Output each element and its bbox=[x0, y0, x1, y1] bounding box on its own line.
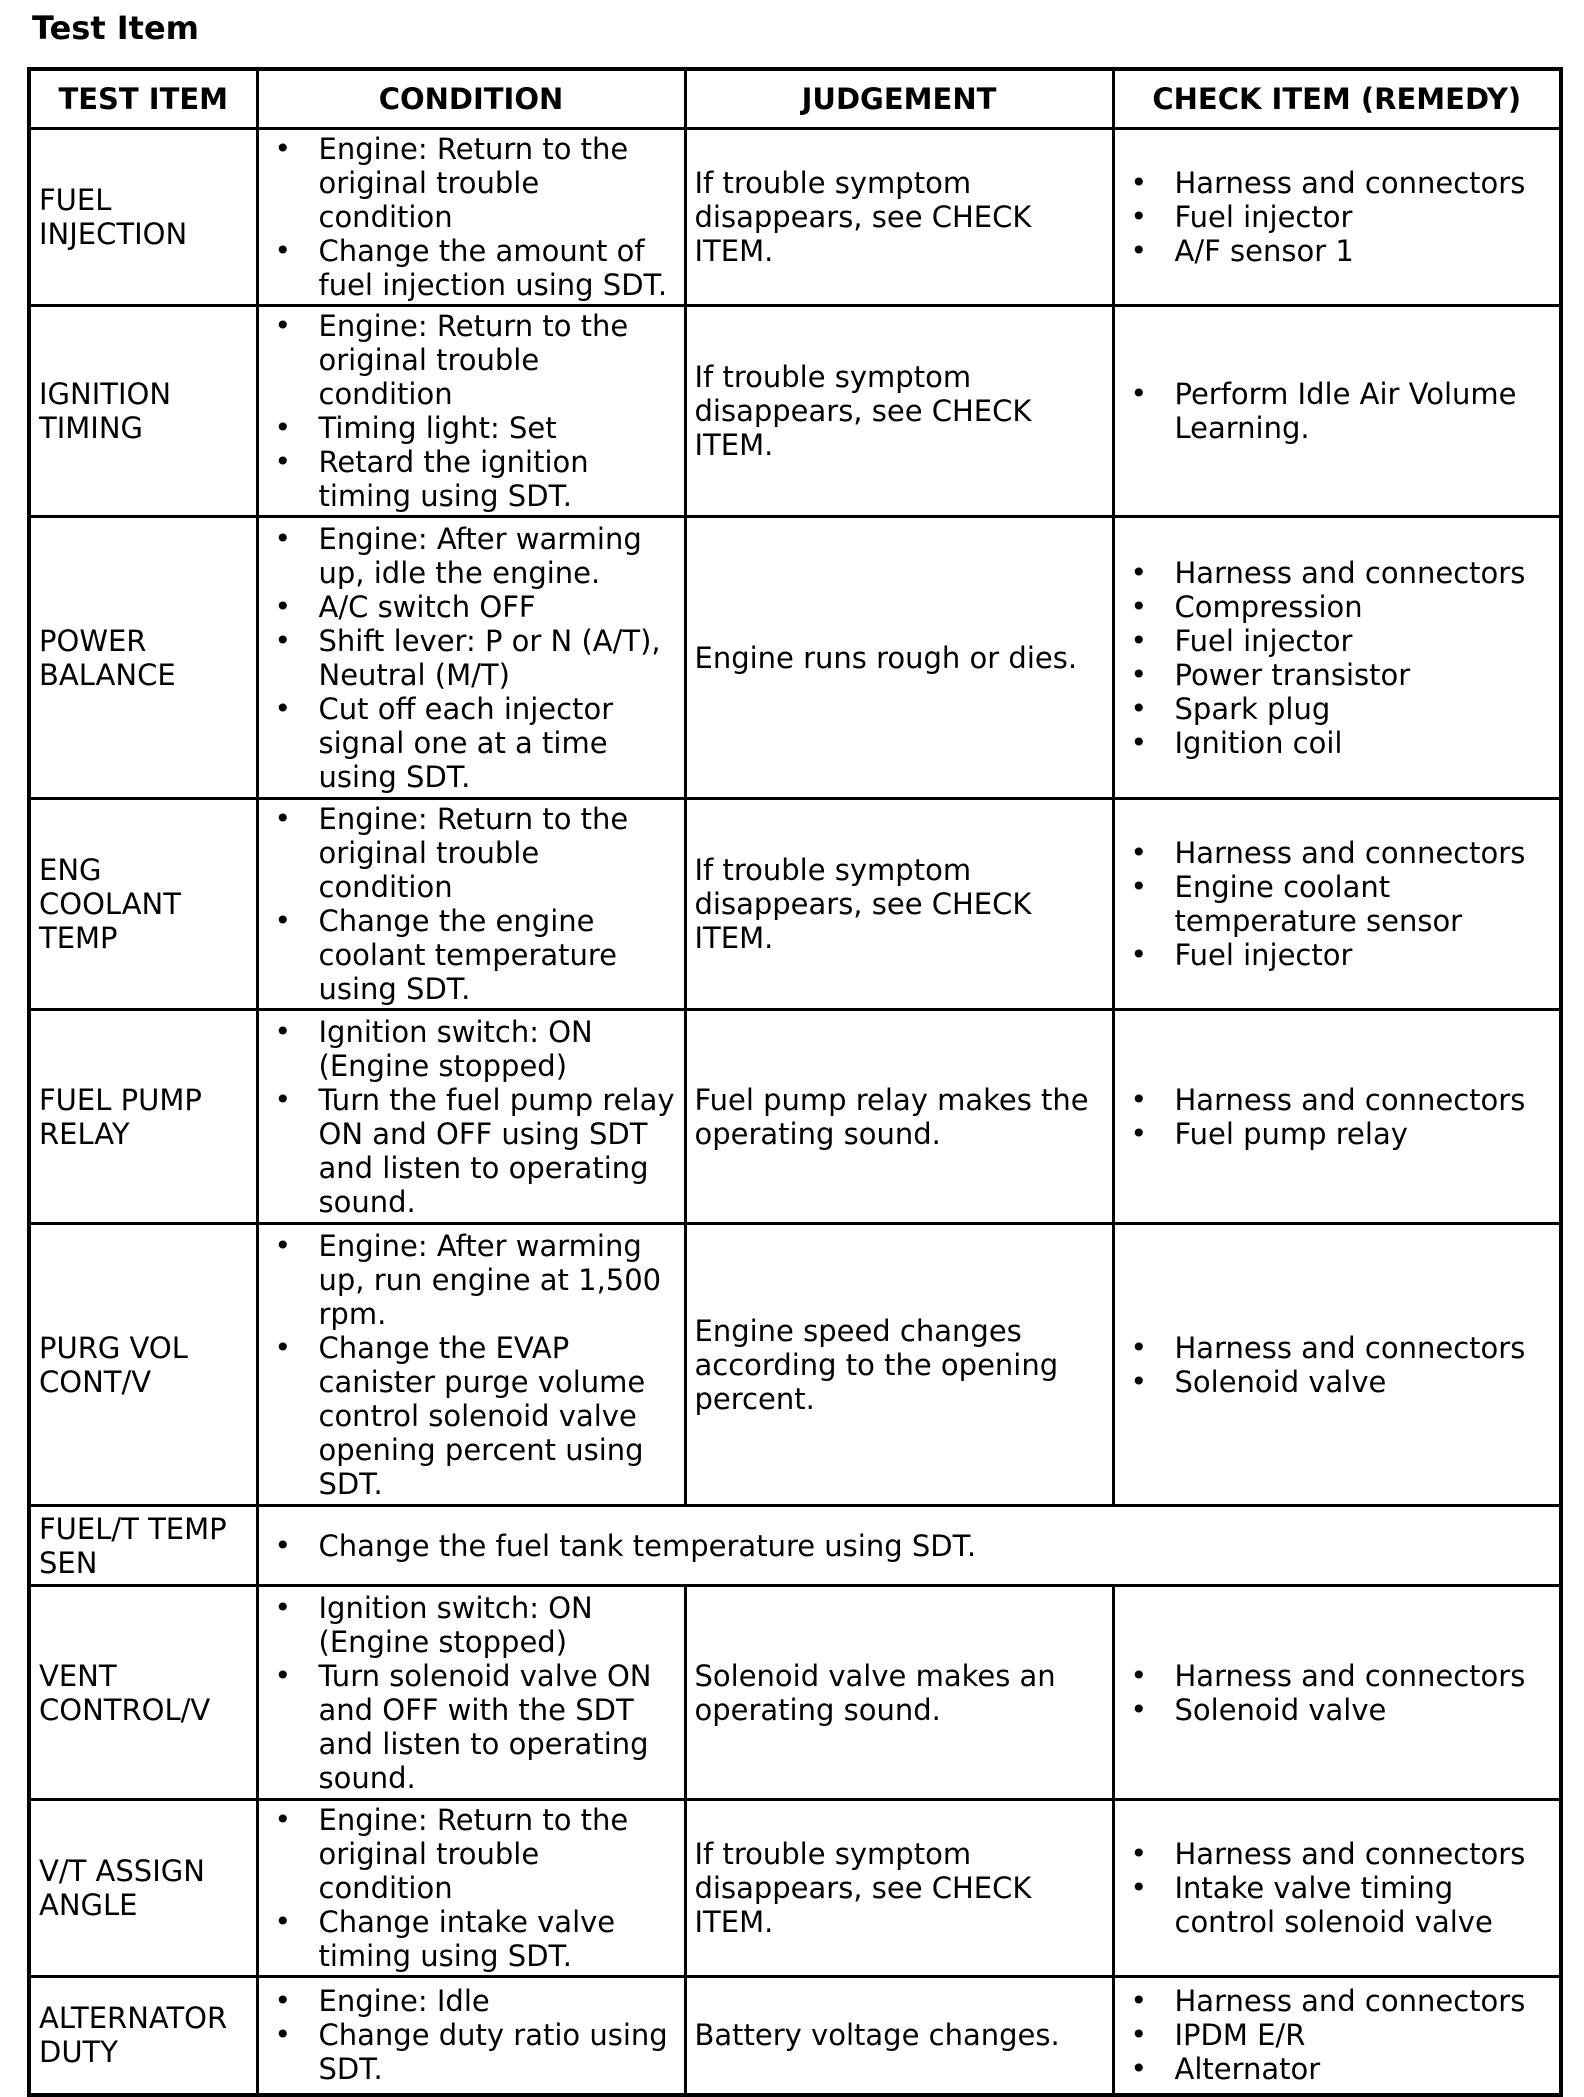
judgement-text: If trouble symptom disappears, see CHECK ITEM. bbox=[694, 1837, 1032, 1939]
table-row bbox=[29, 517, 1561, 799]
condition-cell bbox=[257, 1010, 685, 1224]
column-header-judgement: JUDGEMENT bbox=[685, 69, 1113, 129]
check-item-list-item: • Solenoid valve bbox=[1123, 1693, 1552, 1727]
condition-list bbox=[267, 1591, 676, 1795]
condition-list-item: • Shift lever: P or N (A/T), Neutral (M/T) bbox=[267, 624, 676, 692]
condition-list-item: • Engine: Return to the original trouble condition bbox=[267, 309, 676, 411]
condition-list bbox=[267, 802, 676, 1006]
test-item-cell bbox=[29, 799, 257, 1010]
table-row bbox=[29, 129, 1561, 306]
condition-cell bbox=[257, 517, 685, 799]
test-item-label: FUEL/T TEMP SEN bbox=[39, 1511, 227, 1580]
column-header-check-item: CHECK ITEM (REMEDY) bbox=[1113, 69, 1561, 129]
condition-list-item: • Engine: After warming up, idle the engine. bbox=[267, 522, 676, 590]
check-item-list-item: • Harness and connectors bbox=[1123, 1837, 1552, 1871]
condition-cell bbox=[257, 1586, 685, 1800]
judgement-cell bbox=[685, 1586, 1113, 1800]
test-item-cell bbox=[29, 1800, 257, 1977]
test-item-cell bbox=[29, 1506, 257, 1586]
check-item-list bbox=[1123, 836, 1552, 972]
test-item-cell bbox=[29, 1977, 257, 2095]
condition-cell bbox=[257, 1800, 685, 1977]
condition-list bbox=[267, 1984, 676, 2086]
table-body bbox=[29, 129, 1561, 2095]
check-item-list-item: • Fuel pump relay bbox=[1123, 1117, 1552, 1151]
check-item-cell bbox=[1113, 129, 1561, 306]
check-item-list bbox=[1123, 1984, 1552, 2086]
test-item-label: ENG COOLANT TEMP bbox=[39, 853, 181, 955]
judgement-text: Engine runs rough or dies. bbox=[694, 640, 1078, 675]
condition-list-item: • Change the engine coolant temperature using SDT. bbox=[267, 904, 676, 1006]
check-item-list-item: • Engine coolant temperature sensor bbox=[1123, 870, 1552, 938]
condition-list-item: • Ignition switch: ON (Engine stopped) bbox=[267, 1015, 676, 1083]
condition-list bbox=[267, 1803, 676, 1973]
check-item-list bbox=[1123, 1837, 1552, 1939]
judgement-cell bbox=[685, 1224, 1113, 1506]
check-item-cell bbox=[1113, 799, 1561, 1010]
check-item-list bbox=[1123, 377, 1552, 445]
check-item-list-item: • Fuel injector bbox=[1123, 624, 1552, 658]
check-item-list-item: • Harness and connectors bbox=[1123, 1659, 1552, 1693]
judgement-cell bbox=[685, 1977, 1113, 2095]
check-item-cell bbox=[1113, 1800, 1561, 1977]
condition-list-item: • Change duty ratio using SDT. bbox=[267, 2018, 676, 2086]
table-row bbox=[29, 1800, 1561, 1977]
test-item-cell bbox=[29, 1224, 257, 1506]
condition-list-item: • Turn the fuel pump relay ON and OFF using SDT and listen to operating sound. bbox=[267, 1083, 676, 1219]
judgement-cell bbox=[685, 306, 1113, 517]
check-item-list-item: • Perform Idle Air Volume Learning. bbox=[1123, 377, 1552, 445]
condition-list-item: • Turn solenoid valve ON and OFF with the SDT and listen to operating sound. bbox=[267, 1659, 676, 1795]
test-item-label: IGNITION TIMING bbox=[39, 377, 172, 445]
check-item-list bbox=[1123, 556, 1552, 760]
condition-cell bbox=[257, 1977, 685, 2095]
check-item-list-item: • Harness and connectors bbox=[1123, 836, 1552, 870]
test-item-label: POWER BALANCE bbox=[39, 623, 176, 692]
judgement-text: Solenoid valve makes an operating sound. bbox=[694, 1658, 1056, 1727]
column-header-condition: CONDITION bbox=[257, 69, 685, 129]
check-item-list-item: • Solenoid valve bbox=[1123, 1365, 1552, 1399]
check-item-list-item: • Power transistor bbox=[1123, 658, 1552, 692]
table-header-row bbox=[29, 69, 1561, 129]
condition-list-item: • Ignition switch: ON (Engine stopped) bbox=[267, 1591, 676, 1659]
condition-list-item: • Change the amount of fuel injection using SDT. bbox=[267, 234, 676, 302]
check-item-list bbox=[1123, 1083, 1552, 1151]
condition-list-item: • Engine: Return to the original trouble condition bbox=[267, 802, 676, 904]
test-item-cell bbox=[29, 517, 257, 799]
check-item-list-item: • Fuel injector bbox=[1123, 938, 1552, 972]
judgement-text: If trouble symptom disappears, see CHECK ITEM. bbox=[694, 360, 1032, 462]
test-item-label: ALTERNATOR DUTY bbox=[39, 2001, 228, 2070]
condition-list-item: • Change the fuel tank temperature using SDT. bbox=[267, 1529, 1552, 1563]
check-item-cell bbox=[1113, 1010, 1561, 1224]
condition-list-item: • Change the EVAP canister purge volume control solenoid valve opening percent using SDT. bbox=[267, 1331, 676, 1501]
condition-list-item: • Engine: Return to the original trouble condition bbox=[267, 132, 676, 234]
judgement-text: If trouble symptom disappears, see CHECK ITEM. bbox=[694, 853, 1032, 955]
test-item-cell bbox=[29, 1010, 257, 1224]
check-item-list-item: • Harness and connectors bbox=[1123, 556, 1552, 590]
check-item-list bbox=[1123, 166, 1552, 268]
check-item-cell bbox=[1113, 1586, 1561, 1800]
test-item-table bbox=[27, 67, 1563, 2097]
check-item-cell bbox=[1113, 306, 1561, 517]
table-row bbox=[29, 306, 1561, 517]
condition-list bbox=[267, 1529, 1552, 1563]
check-item-list-item: • Ignition coil bbox=[1123, 726, 1552, 760]
check-item-cell bbox=[1113, 1224, 1561, 1506]
judgement-text: Engine speed changes according to the opening percent. bbox=[694, 1313, 1059, 1416]
table-row bbox=[29, 1586, 1561, 1800]
condition-list bbox=[267, 1229, 676, 1501]
condition-cell bbox=[257, 1224, 685, 1506]
condition-list bbox=[267, 522, 676, 794]
check-item-list-item: • IPDM E/R bbox=[1123, 2018, 1552, 2052]
check-item-cell bbox=[1113, 1977, 1561, 2095]
condition-cell bbox=[257, 306, 685, 517]
test-item-cell bbox=[29, 306, 257, 517]
condition-list-item: • Engine: Idle bbox=[267, 1984, 676, 2018]
check-item-list-item: • Fuel injector bbox=[1123, 200, 1552, 234]
condition-cell bbox=[257, 129, 685, 306]
check-item-list-item: • Harness and connectors bbox=[1123, 1331, 1552, 1365]
check-item-list-item: • Alternator bbox=[1123, 2052, 1552, 2086]
page-title: Test Item bbox=[32, 9, 200, 47]
condition-list-item: • Change intake valve timing using SDT. bbox=[267, 1905, 676, 1973]
check-item-list-item: • Compression bbox=[1123, 590, 1552, 624]
table-row bbox=[29, 1977, 1561, 2095]
table-row bbox=[29, 1506, 1561, 1586]
check-item-list-item: • Intake valve timing control solenoid valve bbox=[1123, 1871, 1552, 1939]
check-item-list bbox=[1123, 1331, 1552, 1399]
condition-cell bbox=[257, 799, 685, 1010]
condition-list-item: • Timing light: Set bbox=[267, 411, 676, 445]
check-item-cell bbox=[1113, 517, 1561, 799]
check-item-list-item: • A/F sensor 1 bbox=[1123, 234, 1552, 268]
test-item-label: V/T ASSIGN ANGLE bbox=[39, 1854, 205, 1922]
judgement-cell bbox=[685, 517, 1113, 799]
judgement-cell bbox=[685, 1800, 1113, 1977]
table-row bbox=[29, 799, 1561, 1010]
condition-list bbox=[267, 309, 676, 513]
judgement-text: If trouble symptom disappears, see CHECK ITEM. bbox=[694, 166, 1032, 268]
check-item-list-item: • Harness and connectors bbox=[1123, 166, 1552, 200]
check-item-list-item: • Harness and connectors bbox=[1123, 1984, 1552, 2018]
test-item-label: FUEL PUMP RELAY bbox=[39, 1082, 202, 1151]
test-item-label: PURG VOL CONT/V bbox=[39, 1330, 188, 1399]
condition-list-item: • Retard the ignition timing using SDT. bbox=[267, 445, 676, 513]
condition-list-item: • Cut off each injector signal one at a time using SDT. bbox=[267, 692, 676, 794]
condition-list-item: • Engine: Return to the original trouble condition bbox=[267, 1803, 676, 1905]
judgement-cell bbox=[685, 1010, 1113, 1224]
column-header-test-item: TEST ITEM bbox=[29, 69, 257, 129]
check-item-list bbox=[1123, 1659, 1552, 1727]
table-row bbox=[29, 1224, 1561, 1506]
test-item-label: VENT CONTROL/V bbox=[39, 1658, 211, 1727]
condition-list-item: • A/C switch OFF bbox=[267, 590, 676, 624]
condition-cell bbox=[257, 1506, 1561, 1586]
test-item-label: FUEL INJECTION bbox=[39, 183, 188, 251]
condition-list bbox=[267, 132, 676, 302]
test-item-cell bbox=[29, 129, 257, 306]
test-item-cell bbox=[29, 1586, 257, 1800]
judgement-text: Fuel pump relay makes the operating sound. bbox=[694, 1082, 1089, 1151]
judgement-cell bbox=[685, 129, 1113, 306]
judgement-cell bbox=[685, 799, 1113, 1010]
condition-list-item: • Engine: After warming up, run engine at 1,500 rpm. bbox=[267, 1229, 676, 1331]
condition-list bbox=[267, 1015, 676, 1219]
check-item-list-item: • Spark plug bbox=[1123, 692, 1552, 726]
table-row bbox=[29, 1010, 1561, 1224]
check-item-list-item: • Harness and connectors bbox=[1123, 1083, 1552, 1117]
judgement-text: Battery voltage changes. bbox=[694, 2018, 1060, 2053]
